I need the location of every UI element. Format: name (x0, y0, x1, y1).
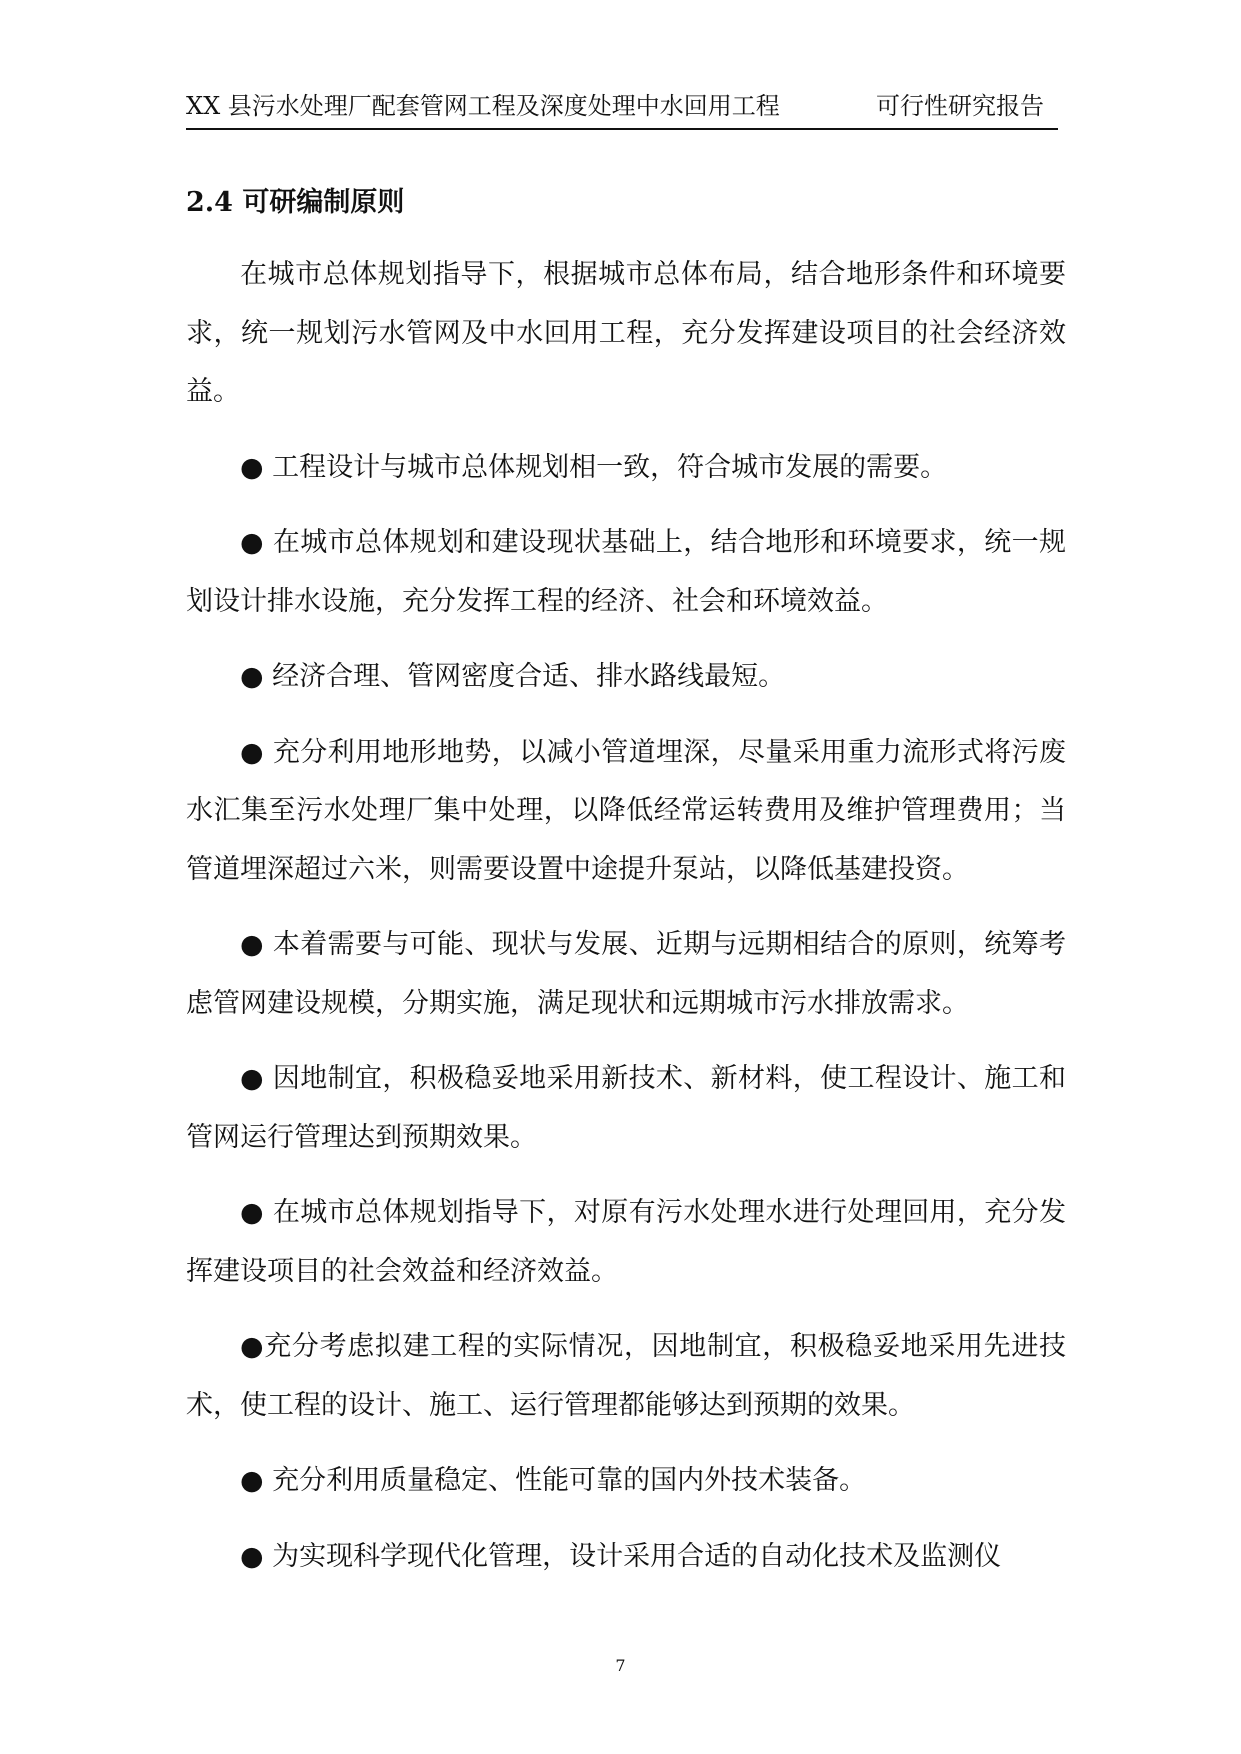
principle-item: ● 为实现科学现代化管理，设计采用合适的自动化技术及监测仪 (240, 1540, 1002, 1572)
header-project-title: XX 县污水处理厂配套管网工程及深度处理中水回用工程 (186, 92, 780, 120)
body-content (186, 246, 1066, 1603)
principle-item: ● 本着需要与可能、现状与发展、近期与远期相结合的原则，统筹考虑管网建设规模，分期实施，满足现状和远期城市污水排放需求。 (186, 929, 1066, 1019)
principle-item: ● 工程设计与城市总体规划相一致，符合城市发展的需要。 (240, 451, 948, 483)
page-number: 7 (615, 1656, 626, 1675)
principle-item: ● 充分利用质量稳定、性能可靠的国内外技术装备。 (240, 1465, 867, 1496)
principle-item: ●充分考虑拟建工程的实际情况，因地制宜，积极稳妥地采用先进技术，使工程的设计、施工、运行管理都能够达到预期的效果。 (186, 1331, 1066, 1421)
principle-item: ● 在城市总体规划指导下，对原有污水处理水进行处理回用，充分发挥建设项目的社会效益和经济效益。 (186, 1197, 1066, 1287)
page-header (186, 84, 1058, 130)
intro-paragraph: 在城市总体规划指导下，根据城市总体布局，结合地形条件和环境要求，统一规划污水管网及中水回用工程，充分发挥建设项目的社会经济效益。 (186, 259, 1066, 407)
header-doc-type: 可行性研究报告 (876, 92, 1044, 120)
principle-item: ● 经济合理、管网密度合适、排水路线最短。 (240, 661, 786, 692)
principle-item: ● 在城市总体规划和建设现状基础上，结合地形和环境要求，统一规划设计排水设施，充分发挥工程的经济、社会和环境效益。 (186, 527, 1066, 617)
section-heading: 2.4 可研编制原则 (186, 187, 405, 218)
principle-item: ● 充分利用地形地势，以减小管道埋深，尽量采用重力流形式将污废水汇集至污水处理厂集中处理，以降低经常运转费用及维护管理费用；当管道埋深超过六米，则需要设置中途提升泵站，以降低基建投资。 (186, 736, 1066, 885)
principle-item: ● 因地制宜，积极稳妥地采用新技术、新材料，使工程设计、施工和管网运行管理达到预期效果。 (186, 1063, 1066, 1153)
